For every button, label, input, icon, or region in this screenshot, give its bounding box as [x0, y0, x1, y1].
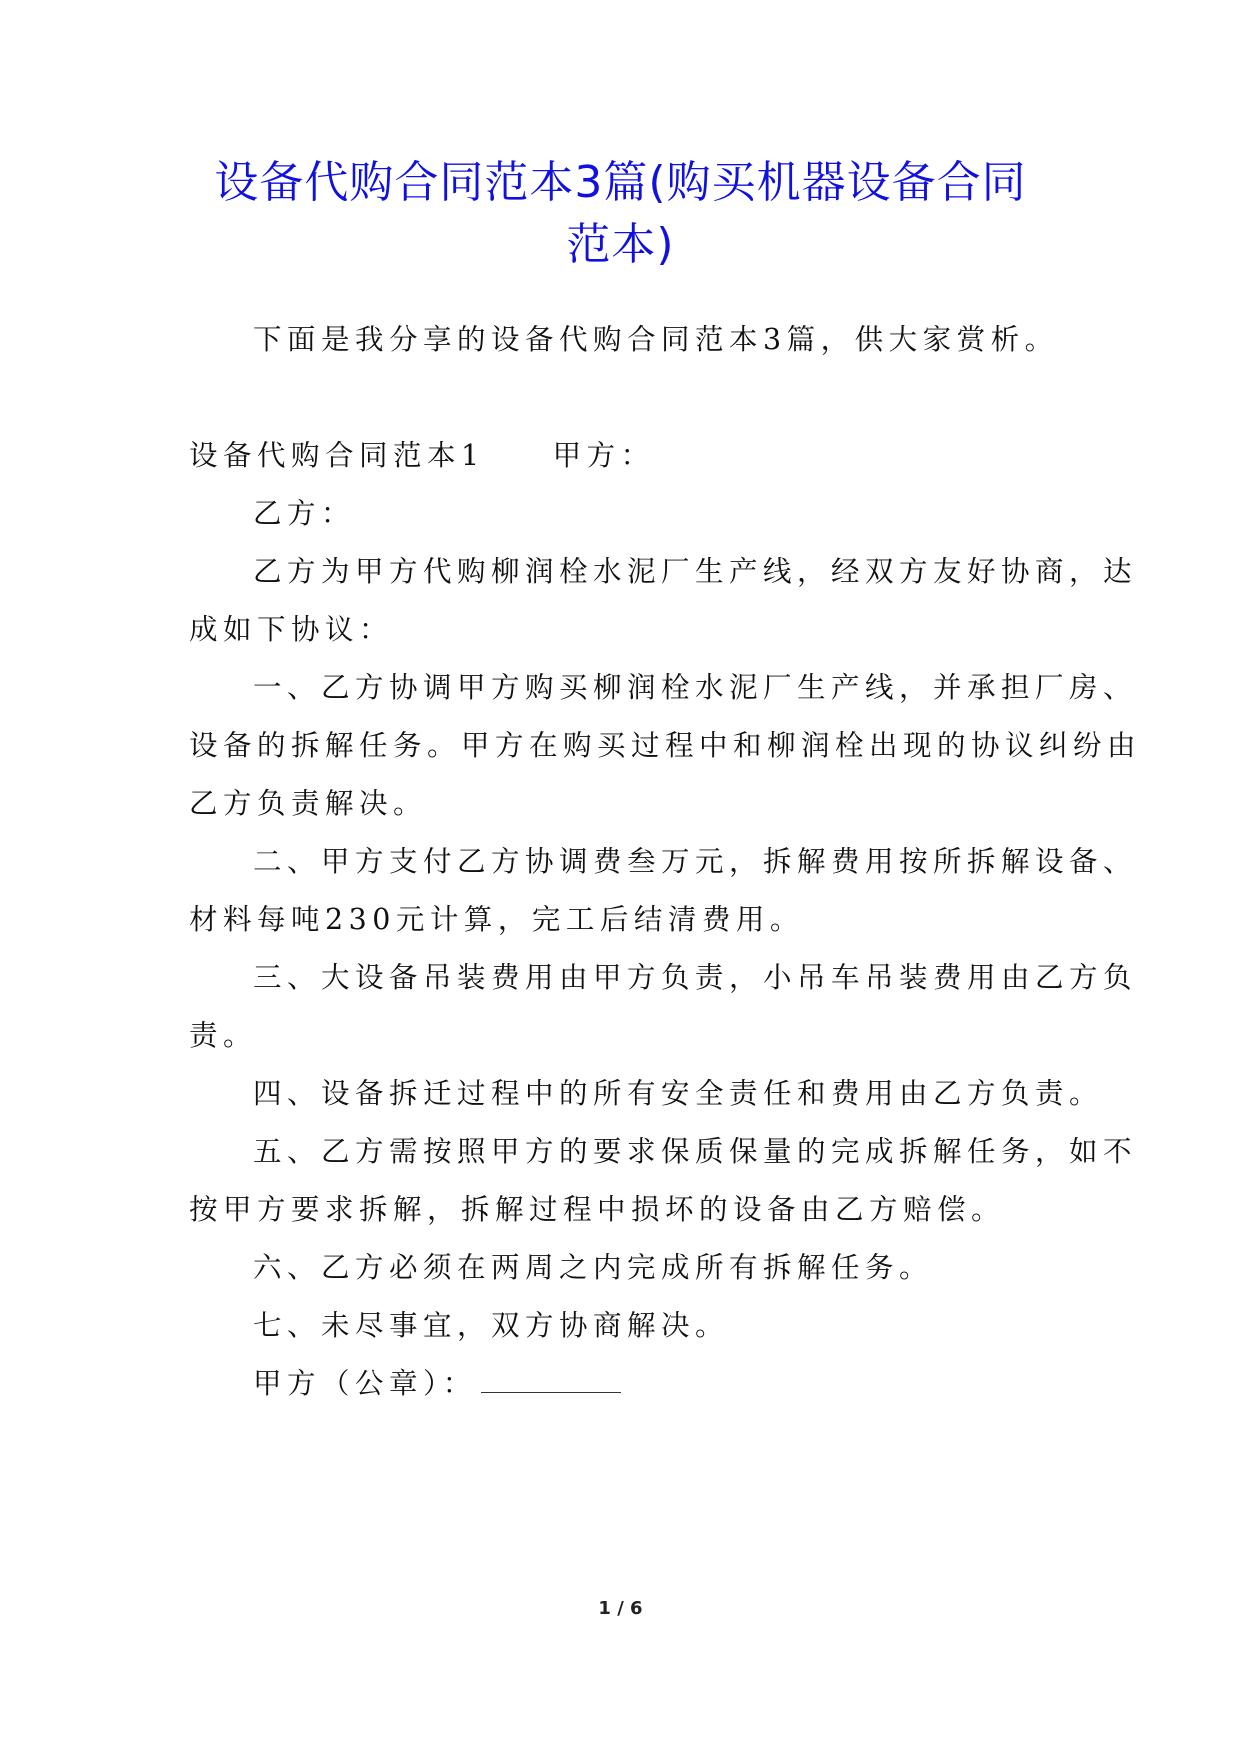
clause-line: 一、乙方协调甲方购买柳润栓水泥厂生产线，并承担厂房、: [253, 671, 1138, 704]
body-line: 成如下协议：: [189, 613, 394, 646]
clause-line: 材料每吨230元计算，完工后结清费用。: [189, 903, 804, 936]
intro-paragraph: 下面是我分享的设备代购合同范本3篇，供大家赏析。: [253, 323, 1059, 356]
signature-blank-line: [481, 1366, 621, 1393]
party-a-label: 甲方：: [552, 439, 655, 472]
sample-heading-row: [189, 436, 1069, 476]
document-title-line1: 设备代购合同范本3篇(购买机器设备合同: [214, 157, 1027, 208]
clause-line: 六、乙方必须在两周之内完成所有拆解任务。: [253, 1251, 934, 1284]
clause-line: 四、设备拆迁过程中的所有安全责任和费用由乙方负责。: [253, 1077, 1104, 1110]
clause-line: 五、乙方需按照甲方的要求保质保量的完成拆解任务，如不: [253, 1135, 1138, 1168]
clause-line: 三、大设备吊装费用由甲方负责，小吊车吊装费用由乙方负: [253, 961, 1138, 994]
page-indicator: 1 / 6: [598, 1598, 643, 1619]
signature-row: [253, 1364, 1133, 1404]
sample-heading: 设备代购合同范本1: [189, 439, 485, 472]
clause-line: 乙方负责解决。: [189, 787, 428, 820]
clause-line: 责。: [189, 1019, 258, 1052]
clause-line: 七、未尽事宜，双方协商解决。: [253, 1309, 730, 1342]
signature-label: 甲方（公章）：: [253, 1367, 477, 1400]
clause-line: 二、甲方支付乙方协调费叁万元，拆解费用按所拆解设备、: [253, 845, 1138, 878]
clause-line: 设备的拆解任务。甲方在购买过程中和柳润栓出现的协议纠纷由: [189, 729, 1142, 762]
party-b-label: 乙方：: [253, 497, 356, 530]
document-title-line2: 范本): [566, 219, 675, 270]
clause-line: 按甲方要求拆解，拆解过程中损坏的设备由乙方赔偿。: [189, 1193, 1006, 1226]
body-line: 乙方为甲方代购柳润栓水泥厂生产线，经双方友好协商，达: [253, 555, 1138, 588]
